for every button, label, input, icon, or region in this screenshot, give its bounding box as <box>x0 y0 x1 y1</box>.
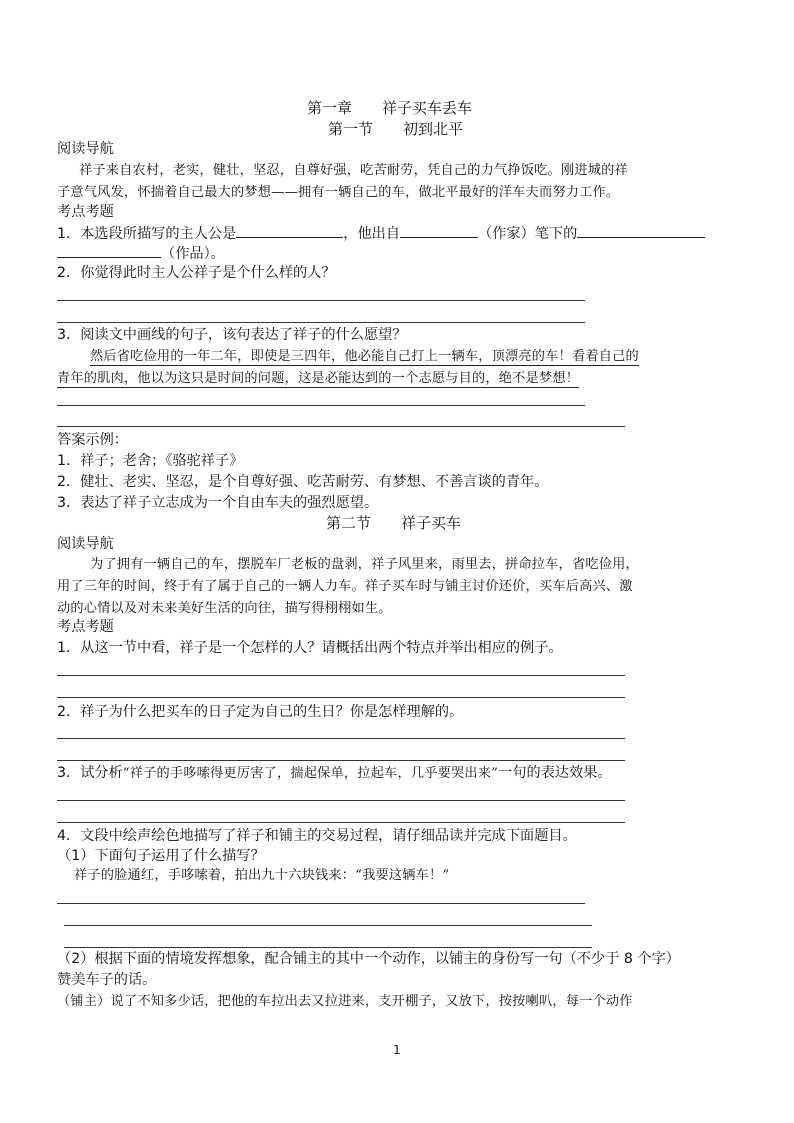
answer-blank-work-1[interactable] <box>577 223 705 238</box>
answer-blank-work-2[interactable] <box>57 243 161 258</box>
section2-exam-heading: 考点考题 <box>57 619 114 635</box>
answer-line[interactable] <box>57 738 625 739</box>
answer-heading: 答案示例： <box>57 432 128 448</box>
section1-title: 第一节 初到北平 <box>328 120 464 138</box>
section2-q1: 1．从这一节中看，祥子是一个怎样的人？请概括出两个特点并举出相应的例子。 <box>57 640 563 656</box>
section2-guide-line-1: 为了拥有一辆自己的车，摆脱车厂老板的盘剥，祥子风里来，雨里去，拼命拉车，省吃俭用， <box>90 557 639 572</box>
section1-guide-line-2: 子意气风发，怀揣着自己最大的梦想——拥有一辆自己的车，做北平最好的洋车夫而努力工作。 <box>57 185 620 200</box>
section2-guide-heading: 阅读导航 <box>57 536 114 552</box>
section2-q4-1-quote: 祥子的脸通红，手哆嗦着，拍出九十六块钱来：“我要这辆车！” <box>74 868 450 883</box>
section1-q1 <box>57 223 705 244</box>
answer-line[interactable] <box>57 903 585 904</box>
section1-guide-line-1: 祥子来自农村，老实，健壮，坚忍，自尊好强，吃苦耐劳，凭自己的力气挣饭吃。刚进城的祥 <box>79 163 628 178</box>
q1-text-c: （作家）笔下的 <box>478 226 578 242</box>
q1-text-b: ，他出自 <box>343 226 401 242</box>
answer-line[interactable] <box>57 675 625 676</box>
page-number: 1 <box>393 1043 401 1057</box>
answer-line[interactable] <box>57 697 625 698</box>
section2-title: 第二节 祥子买车 <box>326 514 462 532</box>
section2-q3 <box>57 763 612 784</box>
section1-q3-quote-line-1: 然后省吃俭用的一年二年，即使是三四年，他必能自己打上一辆车，顶漂亮的车！看着自己的 <box>90 349 639 364</box>
answer-blank-author[interactable] <box>400 223 478 238</box>
answer-1: 1．祥子；老舍；《骆驼祥子》 <box>57 453 244 469</box>
answer-line[interactable] <box>64 947 592 948</box>
section2-q4-2-line-2: 赞美车子的话。 <box>57 972 157 988</box>
section1-q2: 2．你觉得此时主人公祥子是个什么样的人？ <box>57 265 336 281</box>
answer-line[interactable] <box>57 405 585 406</box>
section2-q4-1: （1）下面句子运用了什么描写？ <box>57 848 265 864</box>
section2-q2: 2．祥子为什么把买车的日子定为自己的生日？你是怎样理解的。 <box>57 704 464 720</box>
answer-line[interactable] <box>57 800 625 801</box>
chapter-title: 第一章 祥子买车丢车 <box>307 99 473 117</box>
q3-quote: “祥子的手哆嗦得更厉害了，揣起保单，拉起车，几乎要哭出来” <box>122 766 499 781</box>
q1-text-a: 1．本选段所描写的主人公是 <box>57 226 237 242</box>
answer-line[interactable] <box>64 925 592 926</box>
section1-exam-heading: 考点考题 <box>57 204 114 220</box>
section2-q4-2-line-1: （2）根据下面的情境发挥想象，配合铺主的其中一个动作，以铺主的身份写一句（不少于 8 个字） <box>57 951 680 967</box>
section2-guide-line-2: 用了三年的时间，终于有了属于自己的一辆人力车。祥子买车时与铺主讨价还价，买车后高兴、激 <box>57 579 633 594</box>
q3-suffix: 一句的表达效果。 <box>498 765 612 781</box>
section1-q3: 3．阅读文中画线的句子，该句表达了祥子的什么愿望？ <box>57 327 407 343</box>
q1-text-d: （作品）。 <box>161 246 225 262</box>
section2-q4: 4．文段中绘声绘色地描写了祥子和铺主的交易过程，请仔细品读并完成下面题目。 <box>57 828 577 844</box>
section1-q3-quote-line-2: 青年的肌肉，他以为这只是时间的问题，这是必能达到的一个志愿与目的，绝不是梦想！ <box>57 371 580 386</box>
section1-guide-heading: 阅读导航 <box>57 141 114 157</box>
answer-line[interactable] <box>57 426 625 427</box>
answer-3: 3．表达了祥子立志成为一个自由车夫的强烈愿望。 <box>57 495 379 511</box>
q3-prefix: 3．试分析 <box>57 765 123 781</box>
answer-line[interactable] <box>57 322 585 323</box>
answer-2: 2．健壮、老实、坚忍，是个自尊好强、吃苦耐劳、有梦想、不善言谈的青年。 <box>57 474 549 490</box>
section2-guide-line-3: 动的心情以及对未来美好生活的向往，描写得栩栩如生。 <box>57 601 392 616</box>
answer-blank-protagonist[interactable] <box>236 223 343 238</box>
answer-line[interactable] <box>57 300 585 301</box>
section2-q4-2-context: （铺主）说了不知多少话，把他的车拉出去又拉进来，支开棚子，又放下，按按喇叭，每一个动作 <box>57 994 633 1009</box>
answer-line[interactable] <box>57 760 625 761</box>
section1-q1-cont <box>57 243 225 264</box>
answer-line[interactable] <box>57 822 625 823</box>
